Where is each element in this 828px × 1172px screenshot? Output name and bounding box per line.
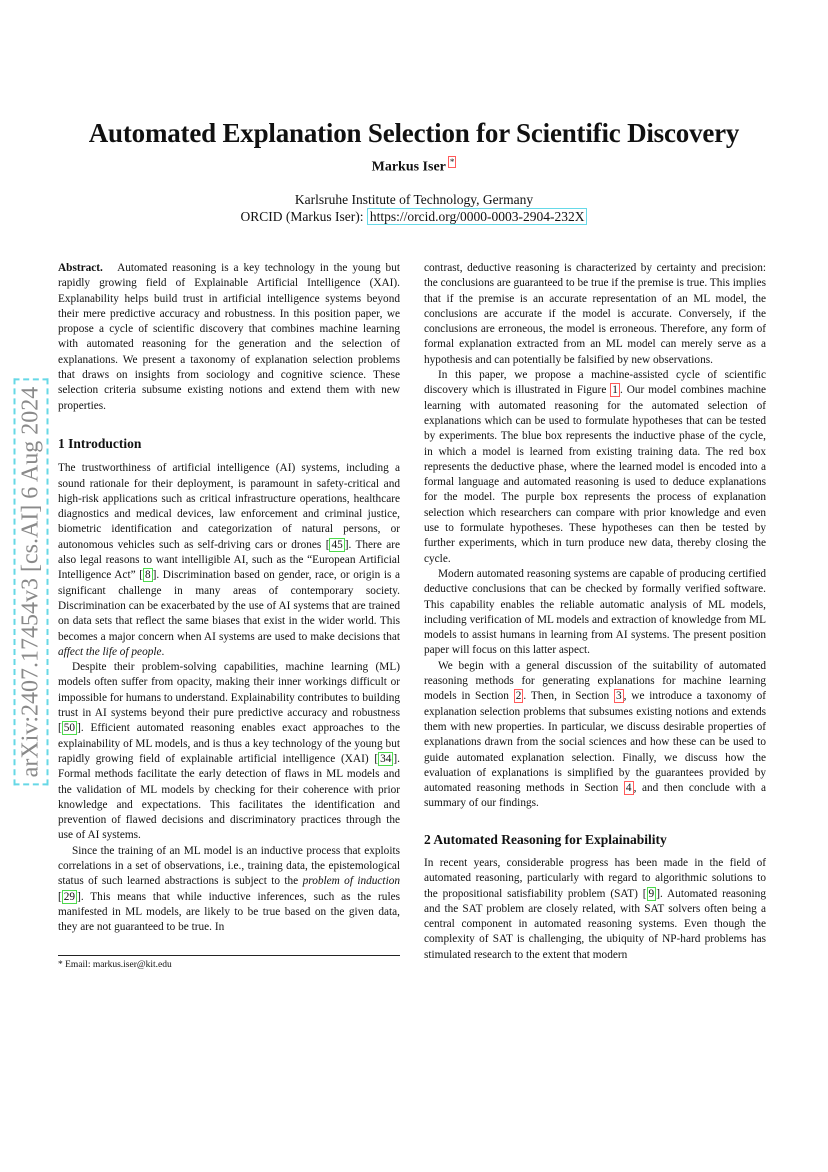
- affiliation-block: [0, 191, 828, 225]
- section-ref[interactable]: 3: [616, 690, 622, 703]
- emphasis: affect the life of people: [58, 645, 162, 658]
- paragraph: [424, 368, 766, 567]
- arxiv-stamp: [14, 345, 48, 820]
- text: ]. Efficient automated reasoning enables exact approaches to the explainability of ML models, and is thus a key technology of the young but rapidly growing field of explainable artificial intelligence (XAI) [: [58, 722, 400, 765]
- abstract-text: Automated reasoning is a key technology in the young but rapidly growing field of Explainable Artificial Intelligence (XAI). Explanability helps build trust in artificial intelligence systems beyond their mere predictive accuracy and robustness. In this position paper, we propose a cycle of scientific discovery that combines machine learning with automated reasoning for the generation and the selection of explanations. We present a taxonomy of explanation selection problems that draws on insights from sociology and cognitive science. These selection criteria subsume existing notions and extend them with new properties.: [58, 262, 400, 412]
- orcid-link[interactable]: https://orcid.org/0000-0003-2904-232X: [367, 208, 588, 225]
- left-column: [58, 261, 400, 935]
- section-ref[interactable]: 2: [515, 690, 522, 703]
- arxiv-id[interactable]: arXiv:2407.17454v3 [cs.AI] 6 Aug 2024: [18, 383, 45, 782]
- orcid-label: ORCID (Markus Iser):: [240, 209, 364, 224]
- figure-ref[interactable]: 1: [612, 384, 618, 397]
- paragraph: [424, 659, 766, 812]
- text: ]. Formal methods facilitate the early detection of flaws in ML models and the validation of ML models by checking for their coherence with prior knowledge and expectations. This facilitates the identification and prevention of flawed decisions and discriminatory practices through the use of AI systems.: [58, 752, 400, 842]
- text: .: [161, 645, 165, 658]
- intro-paragraph-1: The trustworthiness of artificial intelligence (AI) systems, including a sound rationale for their deployment, is paramount in safety-critical and high-risk applications such as critical infrastructure operations, healthcare diagnostics and medical devices, law enforcement and criminal justice, biometric identification and categorization of natural persons, or autonomous vehicles such as self-driving cars or drones [ 45 ]. There are also legal reasons to want intelligible AI, such as the “European Artificial Intelligence Act” [ 8 ]. Discrimination based on gender, race, or origin is a significant challenge in many areas of contemporary society. Discrimination can be exacerbated by the use of AI systems that are trained on data sets that reflect the same biases that exist in the wider world. This becomes a major concern when AI systems are used to make decisions that affect the life of people.: [58, 462, 400, 658]
- citation[interactable]: 29: [63, 890, 76, 903]
- right-column: [424, 261, 766, 963]
- text: [: [58, 890, 62, 903]
- text: . Our model combines machine learning with automated reasoning for the automated selection of explanations which can be used to formulate hypotheses that can be tested by experiments. The blue box represents the inductive phase of the cycle, in which a model is learned from existing training data. The red box represents the deductive phase, where the learned model is encoded into a formal language and automated reasoning is used to deduce explanations for the model. The purple box represents the process of explanation selection which researchers can compare with prior knowledge and even use to formulate hypotheses. These hypotheses can then be tested by further experiments, which in turn produce new data, thereby closing the cycle.: [424, 384, 766, 565]
- paragraph: contrast, deductive reasoning is characterized by certainty and precision: the conclusions are guaranteed to be true if the premise is true. This implies that if the premise is an accurate representation of an ML model, the conclusions are accurate if the model is accurate. Conversely, if the conclusions are erroneous, the model is erroneous. Therefore, any form of formal explanation extracted from an ML model can merely serve as a hypothesis and can potentially be falsified by new observations.: [424, 262, 766, 366]
- footnote-marker[interactable]: *: [449, 157, 455, 167]
- text: In this paper, we propose a machine-assisted cycle of scientific discovery which is illustrated in Figure: [424, 369, 766, 397]
- abstract: [58, 261, 400, 414]
- section-2-heading: 2 Automated Reasoning for Explainability: [424, 831, 667, 847]
- paragraph: [424, 856, 766, 963]
- citation[interactable]: 45: [331, 538, 343, 551]
- section-1-heading: 1 Introduction: [58, 435, 142, 451]
- emphasis: problem of induction: [302, 875, 401, 888]
- citation[interactable]: 34: [380, 752, 392, 765]
- affiliation: Karlsruhe Institute of Technology, Germany: [294, 192, 534, 207]
- text: . Then, in Section: [523, 690, 615, 703]
- text: The trustworthiness of artificial intelligence (AI) systems, including a sound rationale for their deployment, is paramount in safety-critical and high-risk applications such as critical infrastructure operations, healthcare diagnostics and medical devices, law enforcement and criminal justice, biometric identification and categorization of natural persons, or autonomous vehicles such as self-driving cars or drones: [58, 462, 400, 551]
- citation[interactable]: 8: [144, 569, 151, 582]
- text: In recent years, considerable progress has been made in the field of automated reasoning, particularly with regard to algorithmic solutions to the propositional satisfiability problem (SAT) [: [424, 856, 766, 900]
- author-line: [0, 157, 828, 176]
- text: Since the training of an ML model is an inductive process that exploits correlations in a set of observations, i.e., training data, the epistemological status of such learned abstractions is subject to the: [58, 844, 400, 888]
- orcid-line: [0, 208, 828, 225]
- section-ref[interactable]: 4: [625, 782, 632, 795]
- text: , we introduce a taxonomy of explanation selection problems that subsumes existing notions and extends them with new properties. In particular, we discuss desirable properties of explanations drawn from the social sciences and how these can be used to guide automated explanation selection. Finally, we discuss how the evaluation of explanations is simplified by the guarantees provided by automated reasoning methods in Section: [424, 690, 767, 795]
- abstract-label: Abstract.: [58, 262, 103, 274]
- citation[interactable]: 9: [648, 887, 655, 900]
- text: ]. This means that while inductive inferences, such as the rules manifested in ML models, are likely to be true based on the given data, they are not guaranteed to be true. In: [58, 890, 400, 934]
- intro-paragraph-3: [58, 844, 400, 936]
- paragraph: Modern automated reasoning systems are capable of producing certified deductive conclusions that can be checked by formally verified software. This capability enables the reliable automatic analysis of ML models, including verification of ML models and extraction of knowledge from ML models to assist humans in learning from AI systems. The present position paper will focus on this latter aspect.: [424, 567, 766, 657]
- intro-paragraph-2: [58, 660, 400, 844]
- text: ]. There are also legal reasons to want intelligible AI, such as the “European Artificial Intelligence Act” [: [58, 538, 400, 582]
- text: We begin with a general discussion of the suitability of automated reasoning methods for generating explanations for machine learning models in Section: [424, 659, 766, 703]
- text: ]. Automated reasoning and the SAT problem are closely related, with SAT solvers often being a central component in automated reasoning systems. Even though the complexity of SAT is challenging, the ubiquity of NP-hard problems has stimulated research to the extent that modern: [424, 887, 766, 961]
- text: Despite their problem-solving capabilities, machine learning (ML) models often suffer from opacity, making their inner workings difficult or impossible for humans to understand. Explainability contributes to building trust in AI systems beyond their pure predictive accuracy and robustness [: [58, 661, 400, 735]
- text: , and then conclude with a summary of our findings.: [424, 782, 766, 810]
- author-name: Markus Iser: [371, 159, 446, 175]
- text: ]. Discrimination based on gender, race, or origin is a significant challenge in many areas of contemporary society. Discrimination can be exacerbated by the use of AI systems that are trained on data sets that reflect the same biases that exist in the wider world. This becomes a major concern when AI systems are used to make decisions that: [58, 569, 400, 643]
- footnote: * Email: markus.iser@kit.edu: [58, 960, 172, 970]
- citation[interactable]: 50: [63, 722, 76, 735]
- paper-title: Automated Explanation Selection for Scientific Discovery: [88, 118, 740, 148]
- footnote-rule: [58, 955, 400, 956]
